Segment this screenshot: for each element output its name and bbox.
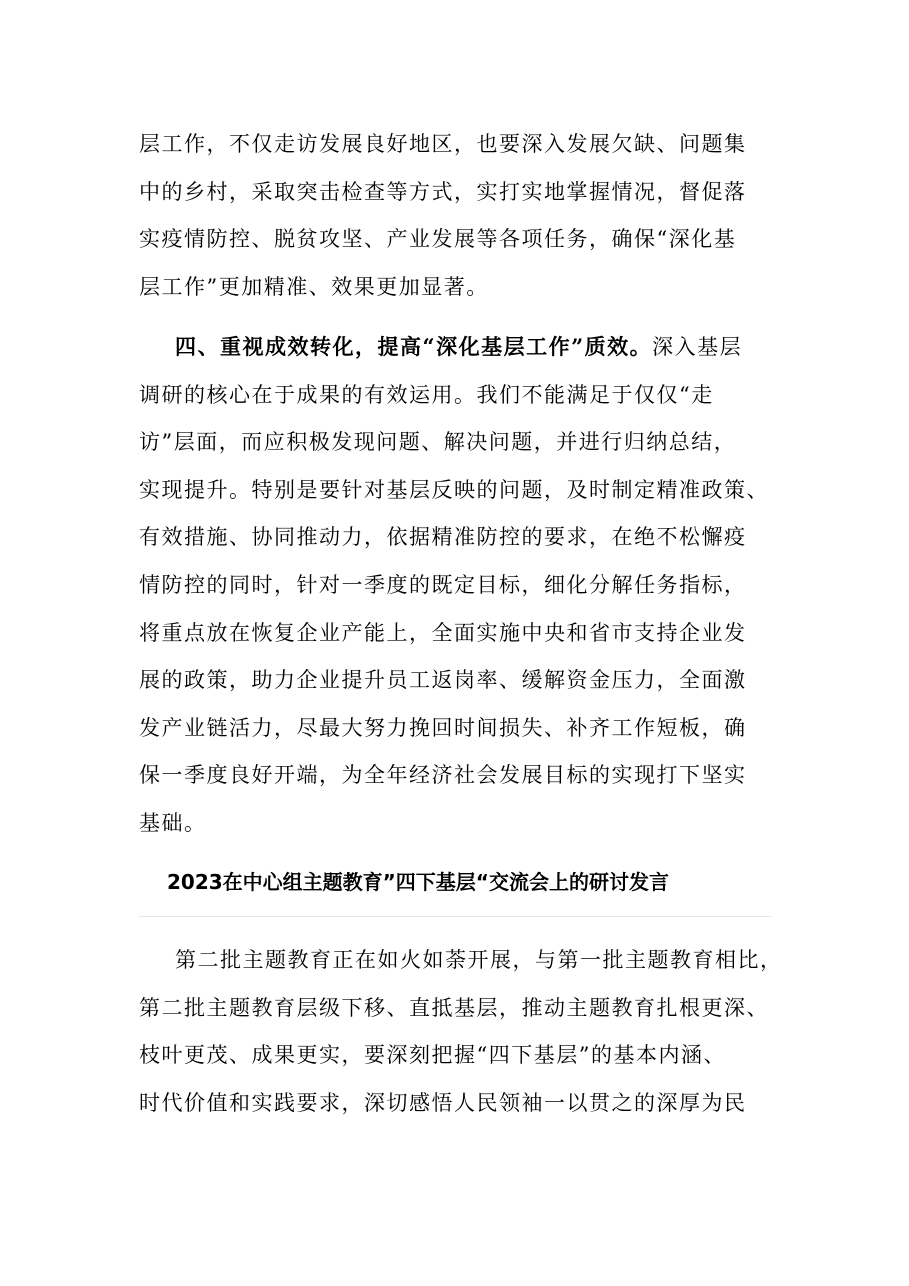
paragraph-2-line-9: 发产业链活力，尽最大努力挽回时间损失、补齐工作短板，确 — [139, 716, 747, 740]
paragraph-3-line-3: 枝叶更茂、成果更实，要深刻把握“四下基层”的基本内涵、 — [139, 1043, 726, 1067]
paragraph-2-lead: 四、重视成效转化，提高“深化基层工作”质效。 — [175, 334, 653, 359]
paragraph-2-line-11: 基础。 — [139, 811, 207, 835]
paragraph-3-line-4: 时代价值和实践要求，深切感悟人民领袖一以贯之的深厚为民 — [139, 1091, 747, 1115]
paragraph-1-line-3: 实疫情防控、脱贫攻坚、产业发展等各项任务，确保“深化基 — [139, 227, 737, 251]
paragraph-1-line-1: 层工作，不仅走访发展良好地区，也要深入发展欠缺、问题集 — [139, 132, 747, 156]
paragraph-2-line-3: 访”层面，而应积极发现问题、解决问题，并进行归纳总结， — [139, 430, 737, 454]
paragraph-2-line-6: 情防控的同时，针对一季度的既定目标，细化分解任务指标， — [139, 573, 747, 597]
section-title: 2023在中心组主题教育”四下基层“交流会上的研讨发言 — [167, 870, 669, 894]
paragraph-2-first-line — [175, 335, 742, 359]
paragraph-2-line-10: 保一季度良好开端，为全年经济社会发展目标的实现打下坚实 — [139, 763, 747, 787]
paragraph-2-line-7: 将重点放在恢复企业产能上，全面实施中央和省市支持企业发 — [139, 621, 747, 645]
paragraph-1-line-4: 层工作”更加精准、效果更加显著。 — [139, 275, 489, 299]
paragraph-2-first-line-rest: 深入基层 — [652, 335, 743, 359]
paragraph-2-line-8: 展的政策，助力企业提升员工返岗率、缓解资金压力，全面激 — [139, 668, 747, 692]
paragraph-3-line-2: 第二批主题教育层级下移、直抵基层，推动主题教育扎根更深、 — [139, 996, 769, 1020]
section-divider — [139, 916, 772, 917]
paragraph-2-line-5: 有效措施、协同推动力，依据精准防控的要求，在绝不松懈疫 — [139, 525, 747, 549]
paragraph-2-line-4: 实现提升。特别是要针对基层反映的问题，及时制定精准政策、 — [139, 478, 769, 502]
paragraph-1-line-2: 中的乡村，采取突击检查等方式，实打实地掌握情况，督促落 — [139, 180, 747, 204]
paragraph-2-line-2: 调研的核心在于成果的有效运用。我们不能满足于仅仅“走 — [139, 383, 714, 407]
paragraph-3-line-1: 第二批主题教育正在如火如荼开展，与第一批主题教育相比， — [175, 948, 783, 972]
